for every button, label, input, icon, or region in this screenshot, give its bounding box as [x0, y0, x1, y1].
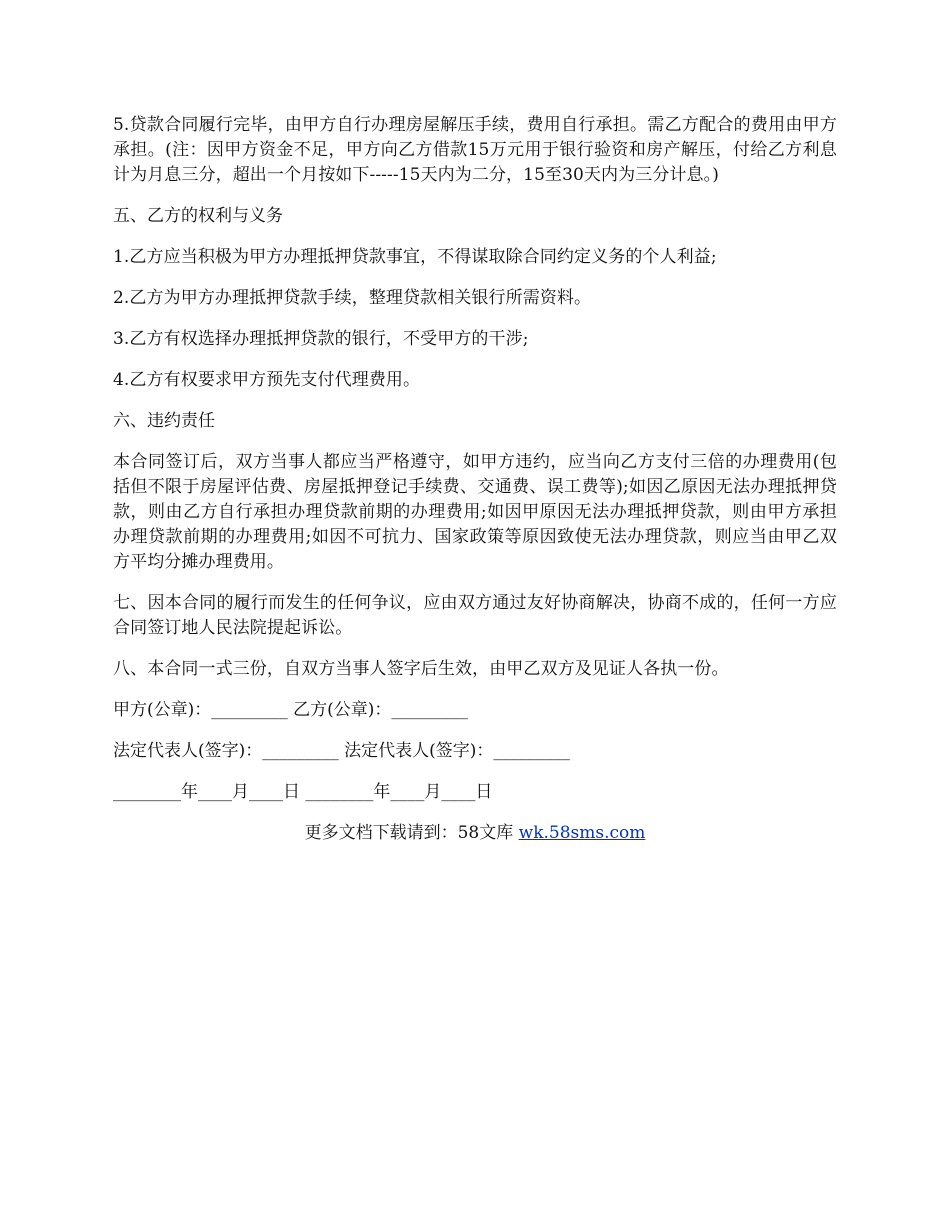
copies-clause-paragraph: 八、本合同一式三份，自双方当事人签字后生效，由甲乙双方及见证人各执一份。: [113, 659, 729, 679]
obligation-item-4: 4.乙方有权要求甲方预先支付代理费用。: [113, 370, 421, 390]
document-page: [113, 113, 837, 846]
section-heading-6: 六、违约责任: [113, 411, 215, 431]
footer-prefix-text: 更多文档下载请到：58文库: [304, 823, 519, 843]
date-line: ________年____月____日 ________年____月____日: [113, 782, 493, 802]
party-seal-line: 甲方(公章)：_________ 乙方(公章)：_________: [113, 700, 468, 720]
obligation-item-1: 1.乙方应当积极为甲方办理抵押贷款事宜，不得谋取除合同约定义务的个人利益;: [113, 247, 717, 267]
section-heading-5: 五、乙方的权利与义务: [113, 206, 283, 226]
obligation-item-2: 2.乙方为甲方办理抵押贷款手续，整理贷款相关银行所需资料。: [113, 288, 592, 308]
obligation-item-3: 3.乙方有权选择办理抵押贷款的银行，不受甲方的干涉;: [113, 329, 529, 349]
clause-5-paragraph: 5.贷款合同履行完毕，由甲方自行办理房屋解压手续，费用自行承担。需乙方配合的费用由甲方承担。(注：因甲方资金不足，甲方向乙方借款15万元用于银行验资和房产解压，付给乙方利息计为月息三分，超出一个月按如下-----15天内为二分，15至30天内为三分计息。): [113, 115, 837, 185]
download-footer: [113, 821, 837, 846]
legal-rep-signature-line: 法定代表人(签字)：_________ 法定代表人(签字)：_________: [113, 741, 570, 761]
footer-website-link[interactable]: wk.58sms.com: [518, 823, 646, 843]
breach-liability-paragraph: 本合同签订后，双方当事人都应当严格遵守，如甲方违约，应当向乙方支付三倍的办理费用(包括但不限于房屋评估费、房屋抵押登记手续费、交通费、误工费等);如因乙原因无法办理抵押贷款，则由乙方自行承担办理贷款前期的办理费用;如因甲原因无法办理抵押贷款，则由甲方承担办理贷款前期的办理费用;如因不可抗力、国家政策等原因致使无法办理贷款，则应当由甲乙双方平均分摊办理费用。: [113, 452, 837, 572]
dispute-clause-paragraph: 七、因本合同的履行而发生的任何争议，应由双方通过友好协商解决，协商不成的，任何一方应合同签订地人民法院提起诉讼。: [113, 593, 837, 638]
